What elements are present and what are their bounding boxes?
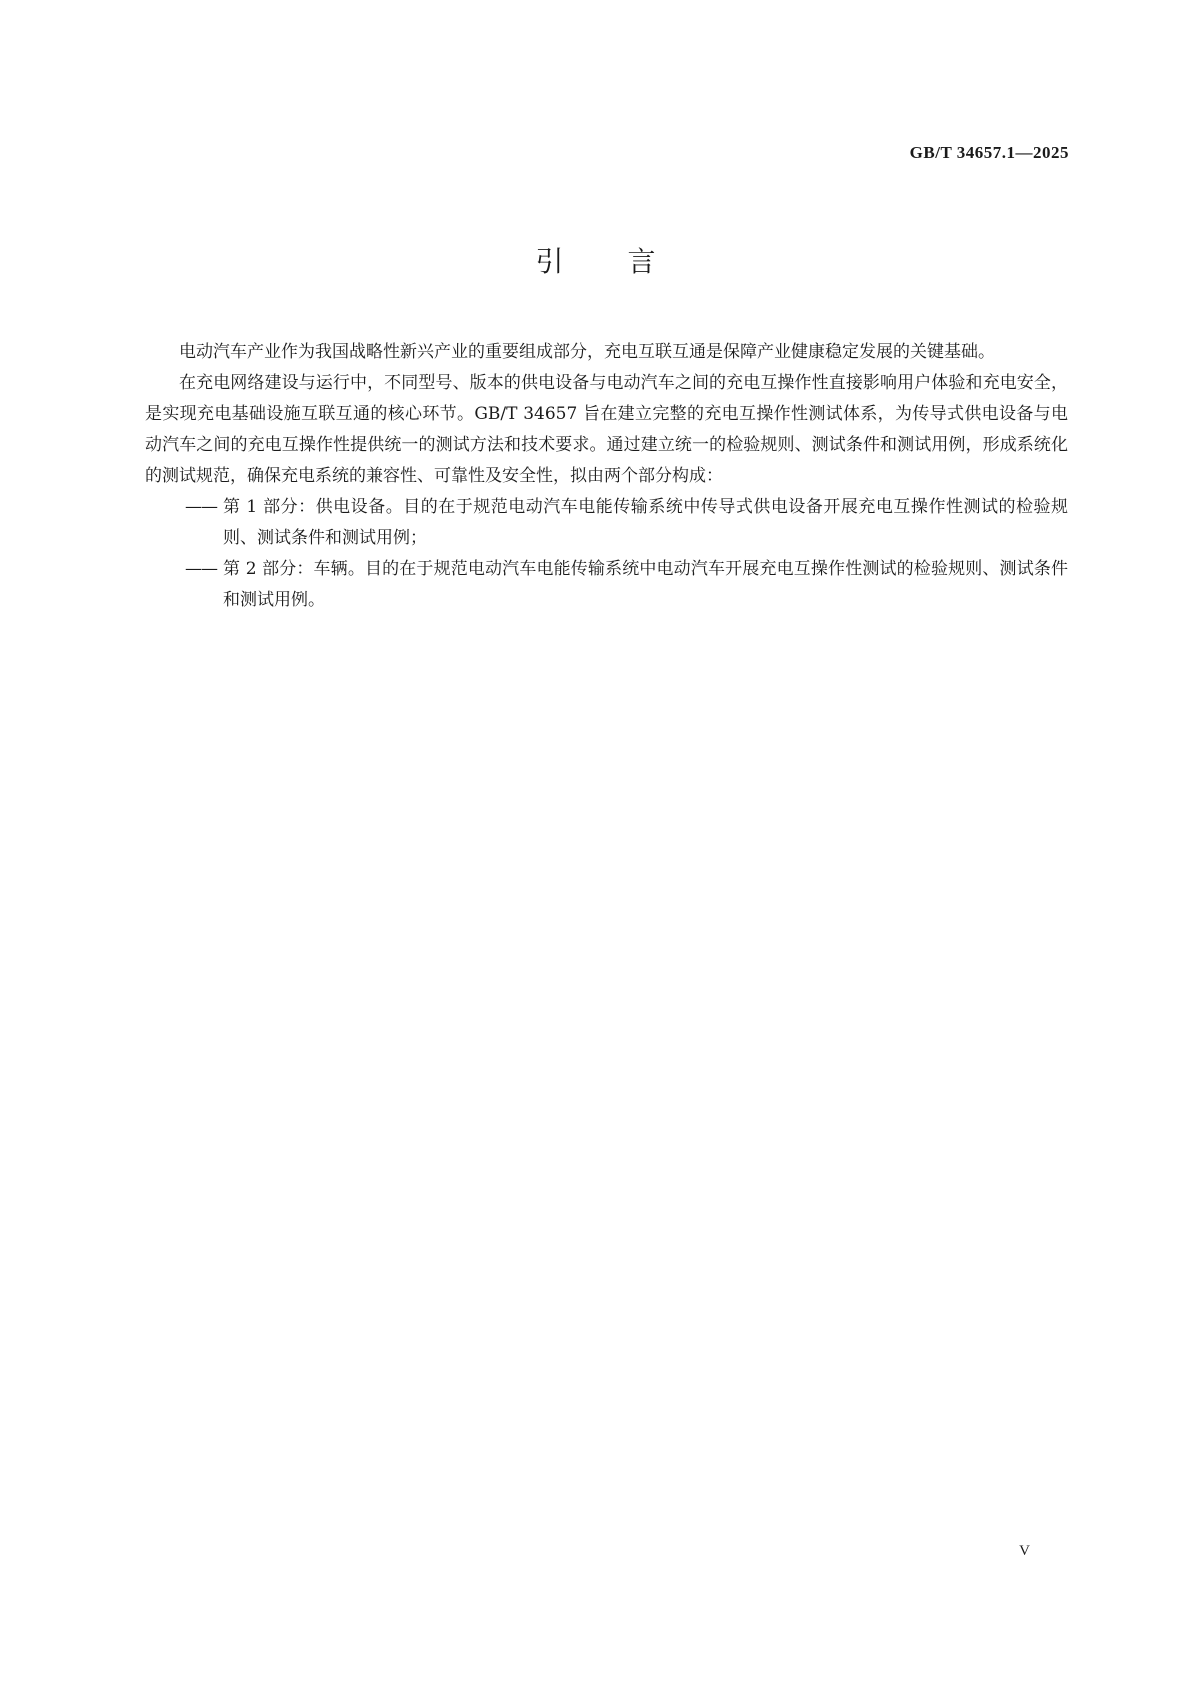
page-number: V [1019, 1543, 1030, 1559]
standard-number: GB/T 34657.1—2025 [909, 143, 1069, 162]
list-dash: —— [185, 497, 217, 517]
list-item [145, 554, 1068, 616]
section-title: 引言 [535, 245, 720, 278]
list-item [145, 492, 1068, 554]
list-item-text: 第 2 部分：车辆。目的在于规范电动汽车电能传输系统中电动汽车开展充电互操作性测试的检验规则、测试条件和测试用例。 [223, 559, 1068, 610]
paragraph: 在充电网络建设与运行中，不同型号、版本的供电设备与电动汽车之间的充电互操作性直接影响用户体验和充电安全，是实现充电基础设施互联互通的核心环节。GB/T 34657 旨在建立完整的充电互操作性测试体系，为传导式供电设备与电动汽车之间的充电互操作性提供统一的测试方法和技术要求。通过建立统一的检验规则、测试条件和测试用例，形成系统化的测试规范，确保充电系统的兼容性、可靠性及安全性，拟由两个部分构成： [145, 373, 1068, 486]
paragraph: 电动汽车产业作为我国战略性新兴产业的重要组成部分，充电互联互通是保障产业健康稳定发展的关键基础。 [179, 342, 995, 362]
list-item-text: 第 1 部分：供电设备。目的在于规范电动汽车电能传输系统中传导式供电设备开展充电互操作性测试的检验规则、测试条件和测试用例； [223, 497, 1068, 548]
body-text [145, 337, 1068, 616]
list-dash: —— [185, 559, 217, 579]
